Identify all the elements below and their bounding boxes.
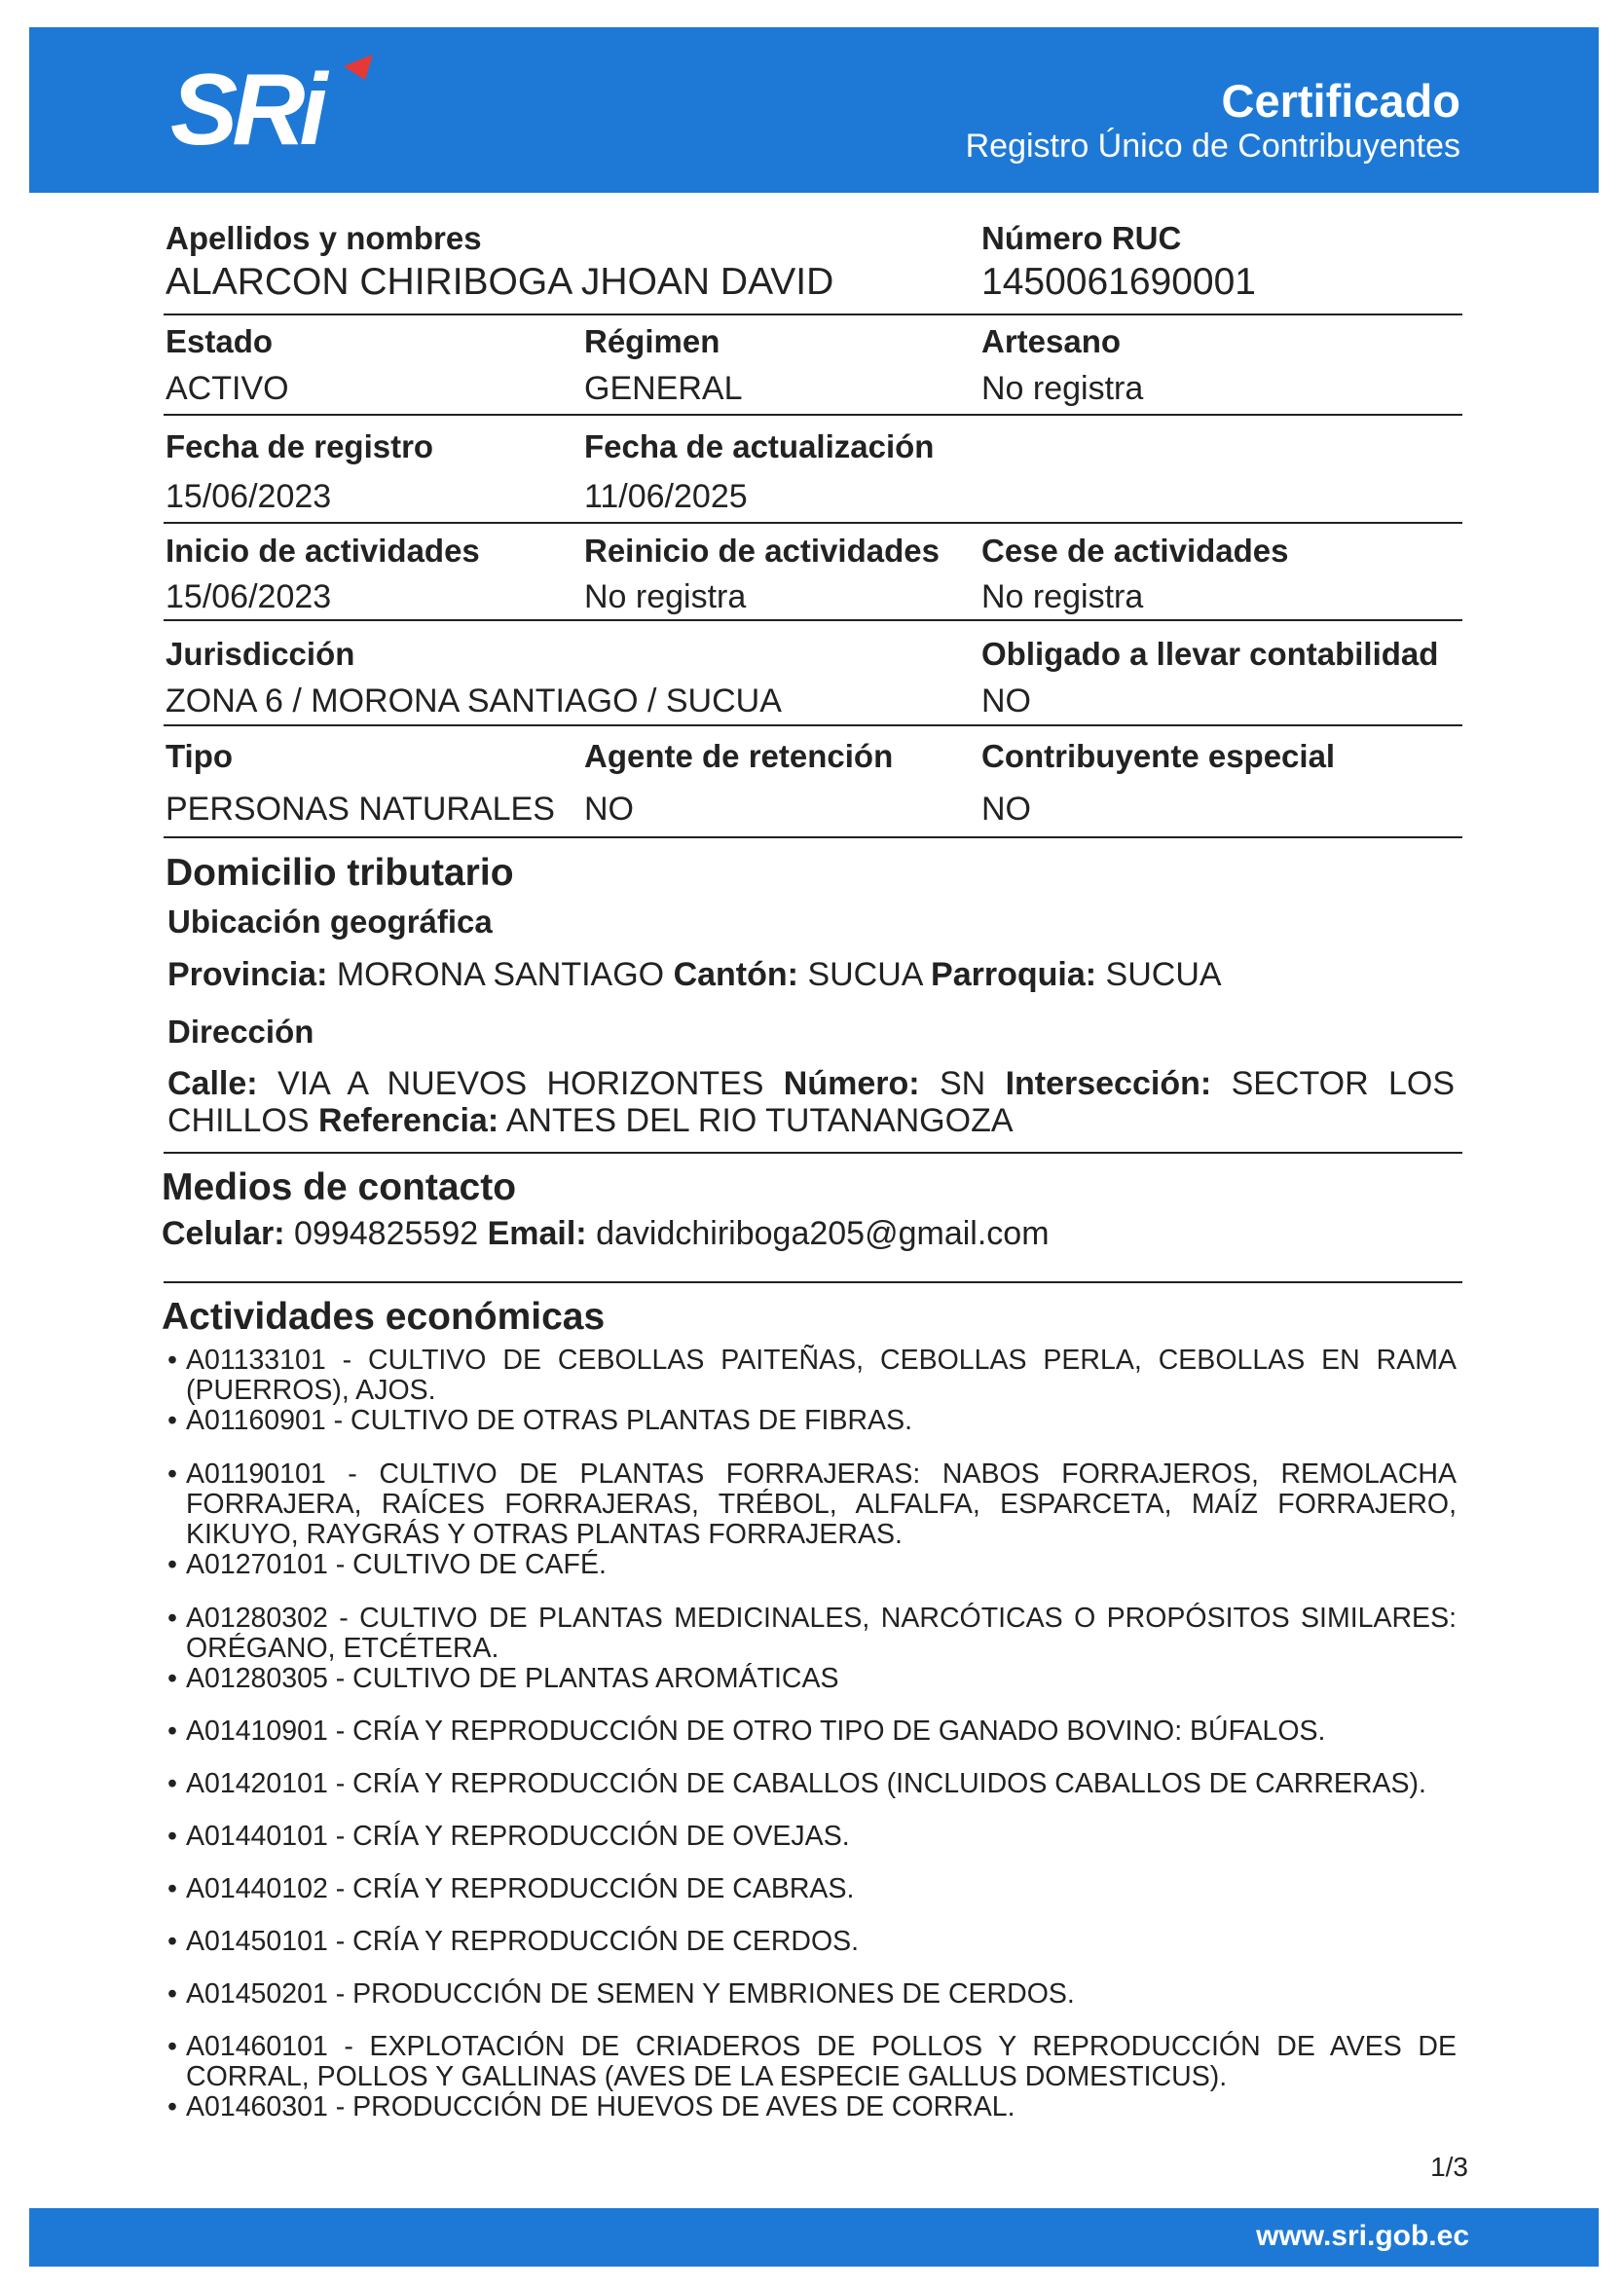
list-item: • A01440101 - CRÍA Y REPRODUCCIÓN DE OVEJAS. xyxy=(164,1822,1457,1852)
parroquia-value: SUCUA xyxy=(1105,956,1222,993)
interseccion-label: Intersección: xyxy=(1005,1065,1212,1102)
list-item: • A01190101 - CULTIVO DE PLANTAS FORRAJERAS: NABOS FORRAJEROS, REMOLACHA FORRAJERA, RAÍCES FORRAJERAS, TRÉBOL, ALFALFA, ESPARCETA, MAÍZ FORRAJERO, KIKUYO, RAYGRÁS Y OTRAS PLANTAS FORRAJERAS. xyxy=(164,1459,1457,1550)
inicio-label: Inicio de actividades xyxy=(166,533,480,569)
calle-value: VIA A NUEVOS HORIZONTES xyxy=(277,1065,764,1102)
inicio-value: 15/06/2023 xyxy=(166,578,332,615)
ubicacion-label: Ubicación geográfica xyxy=(167,904,493,940)
especial-label: Contribuyente especial xyxy=(981,738,1336,774)
ruc-label: Número RUC xyxy=(981,220,1182,256)
certificate-header xyxy=(29,27,1599,193)
artesano-value: No registra xyxy=(981,370,1144,407)
agente-label: Agente de retención xyxy=(584,738,894,774)
actividades-title: Actividades económicas xyxy=(162,1296,606,1338)
estado-value: ACTIVO xyxy=(166,370,289,407)
list-item: • A01460101 - EXPLOTACIÓN DE CRIADEROS DE POLLOS Y REPRODUCCIÓN DE AVES DE CORRAL, POLLOS Y GALLINAS (AVES DE LA ESPECIE GALLUS DOMESTICUS). xyxy=(164,2032,1457,2092)
contacto-title: Medios de contacto xyxy=(162,1166,517,1208)
celular-label: Celular: xyxy=(162,1215,285,1252)
divider xyxy=(164,1281,1462,1283)
ruc-value: 1450061690001 xyxy=(981,261,1256,303)
parroquia-label: Parroquia: xyxy=(931,956,1097,993)
certificate-subtitle: Registro Único de Contribuyentes xyxy=(965,128,1460,165)
list-item: • A01133101 - CULTIVO DE CEBOLLAS PAITEÑAS, CEBOLLAS PERLA, CEBOLLAS EN RAMA (PUERROS), AJOS. xyxy=(164,1346,1457,1406)
actividades-list xyxy=(164,1346,1457,2122)
tipo-label: Tipo xyxy=(166,738,234,774)
referencia-label: Referencia: xyxy=(317,1102,499,1139)
list-item: • A01270101 - CULTIVO DE CAFÉ. xyxy=(164,1550,1457,1580)
cese-label: Cese de actividades xyxy=(981,533,1289,569)
certificate-title: Certificado xyxy=(1221,75,1460,127)
divider xyxy=(164,724,1462,726)
list-item: • A01460301 - PRODUCCIÓN DE HUEVOS DE AVES DE CORRAL. xyxy=(164,2092,1457,2122)
list-item: • A01450101 - CRÍA Y REPRODUCCIÓN DE CERDOS. xyxy=(164,1927,1457,1957)
direccion-text xyxy=(167,1065,1455,1139)
fecha-actualizacion-value: 11/06/2025 xyxy=(584,478,748,515)
list-item: • A01280302 - CULTIVO DE PLANTAS MEDICINALES, NARCÓTICAS O PROPÓSITOS SIMILARES: ORÉGANO, ETCÉTERA. xyxy=(164,1604,1457,1664)
estado-label: Estado xyxy=(166,323,274,359)
cese-value: No registra xyxy=(981,578,1144,615)
canton-label: Cantón: xyxy=(673,956,798,993)
tipo-value: PERSONAS NATURALES xyxy=(166,791,555,828)
name-label: Apellidos y nombres xyxy=(166,220,482,256)
ubicacion-line xyxy=(167,956,1455,993)
canton-value: SUCUA xyxy=(807,956,922,993)
list-item: • A01280305 - CULTIVO DE PLANTAS AROMÁTICAS xyxy=(164,1664,1457,1694)
especial-value: NO xyxy=(981,791,1031,828)
contabilidad-label: Obligado a llevar contabilidad xyxy=(981,636,1439,672)
footer-bar xyxy=(29,2208,1599,2267)
provincia-value: MORONA SANTIAGO xyxy=(336,956,665,993)
interseccion-value: SECTOR LOS CHILLOS xyxy=(167,1065,1456,1139)
name-value: ALARCON CHIRIBOGA JHOAN DAVID xyxy=(166,261,834,303)
svg-text:SRi: SRi xyxy=(170,54,322,164)
divider xyxy=(164,619,1462,621)
numero-value: SN xyxy=(939,1065,986,1102)
direccion-label: Dirección xyxy=(167,1014,314,1050)
divider xyxy=(164,314,1462,315)
celular-value: 0994825592 xyxy=(294,1215,479,1252)
divider xyxy=(164,522,1462,524)
reinicio-value: No registra xyxy=(584,578,747,615)
domicilio-title: Domicilio tributario xyxy=(166,852,514,894)
sri-logo xyxy=(170,47,375,164)
fecha-actualizacion-label: Fecha de actualización xyxy=(584,428,935,464)
agente-value: NO xyxy=(584,791,634,828)
divider xyxy=(164,836,1462,838)
divider xyxy=(164,1152,1462,1154)
regimen-value: GENERAL xyxy=(584,370,743,407)
provincia-label: Provincia: xyxy=(167,956,328,993)
email-label: Email: xyxy=(487,1215,587,1252)
list-item: • A01450201 - PRODUCCIÓN DE SEMEN Y EMBRIONES DE CERDOS. xyxy=(164,1979,1457,2010)
regimen-label: Régimen xyxy=(584,323,720,359)
calle-label: Calle: xyxy=(167,1065,258,1102)
list-item: • A01440102 - CRÍA Y REPRODUCCIÓN DE CABRAS. xyxy=(164,1874,1457,1904)
list-item: • A01160901 - CULTIVO DE OTRAS PLANTAS DE FIBRAS. xyxy=(164,1406,1457,1436)
reinicio-label: Reinicio de actividades xyxy=(584,533,940,569)
jurisdiccion-label: Jurisdicción xyxy=(166,636,355,672)
footer-url[interactable]: www.sri.gob.ec xyxy=(1256,2220,1469,2252)
list-item: • A01420101 - CRÍA Y REPRODUCCIÓN DE CABALLOS (INCLUIDOS CABALLOS DE CARRERAS). xyxy=(164,1769,1457,1799)
page-number: 1/3 xyxy=(1430,2152,1468,2182)
artesano-label: Artesano xyxy=(981,323,1122,359)
jurisdiccion-value: ZONA 6 / MORONA SANTIAGO / SUCUA xyxy=(166,683,782,720)
numero-label: Número: xyxy=(783,1065,920,1102)
referencia-value: ANTES DEL RIO TUTANANGOZA xyxy=(505,1102,1014,1139)
fecha-registro-label: Fecha de registro xyxy=(166,428,434,464)
contacto-line xyxy=(162,1215,1050,1253)
fecha-registro-value: 15/06/2023 xyxy=(166,478,332,515)
contabilidad-value: NO xyxy=(981,683,1031,720)
divider xyxy=(164,414,1462,416)
list-item: • A01410901 - CRÍA Y REPRODUCCIÓN DE OTRO TIPO DE GANADO BOVINO: BÚFALOS. xyxy=(164,1716,1457,1747)
email-value: davidchiriboga205@gmail.com xyxy=(596,1215,1050,1252)
